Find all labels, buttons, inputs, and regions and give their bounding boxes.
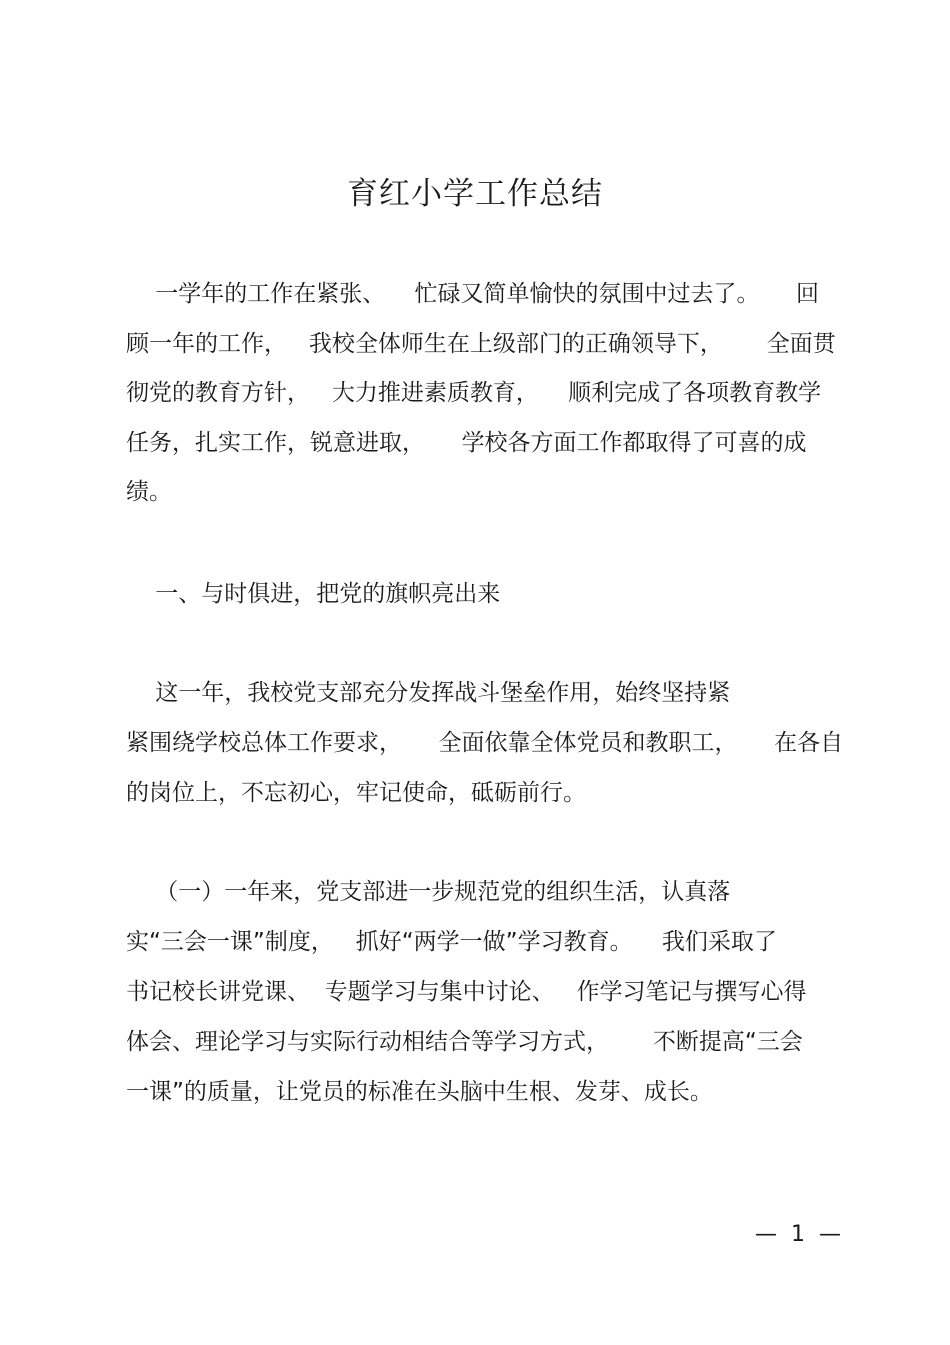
- paragraph-4-line-1: （一）一年来，党支部进一步规范党的组织生活，认真落: [126, 879, 731, 905]
- paragraph-1-line-2: 顾一年的工作， 我校全体师生在上级部门的正确领导下， 全面贯: [126, 331, 836, 357]
- paragraph-3-line-1: 这一年，我校党支部充分发挥战斗堡垒作用，始终坚持紧: [126, 680, 731, 706]
- paragraph-1-line-5: 绩。: [126, 479, 172, 505]
- section-heading: 一、与时俱进，把党的旗帜亮出来: [126, 581, 501, 607]
- paragraph-4-line-2: 实“三会一课”制度， 抓好“两学一做”学习教育。 我们采取了: [126, 929, 777, 955]
- page-number: — 1 —: [755, 1222, 841, 1247]
- paragraph-3-line-3: 的岗位上，不忘初心，牢记使命，砥砺前行。: [126, 780, 586, 806]
- paragraph-4-line-5: 一课”的质量，让党员的标准在头脑中生根、发芽、成长。: [126, 1079, 713, 1105]
- paragraph-1-line-1: 一学年的工作在紧张、 忙碌又简单愉快的氛围中过去了。 回: [126, 281, 820, 307]
- paragraph-3-line-2: 紧围绕学校总体工作要求， 全面依靠全体党员和教职工， 在各自: [126, 730, 844, 756]
- paragraph-1-line-3: 彻党的教育方针， 大力推进素质教育， 顺利完成了各项教育教学: [126, 380, 822, 406]
- document-title: 育红小学工作总结: [347, 176, 603, 212]
- paragraph-1-line-4: 任务，扎实工作，锐意进取， 学校各方面工作都取得了可喜的成: [126, 430, 807, 456]
- paragraph-4-line-4: 体会、理论学习与实际行动相结合等学习方式， 不断提高“三会: [126, 1029, 803, 1055]
- paragraph-4-line-3: 书记校长讲党课、 专题学习与集中讨论、 作学习笔记与撰写心得: [126, 979, 807, 1005]
